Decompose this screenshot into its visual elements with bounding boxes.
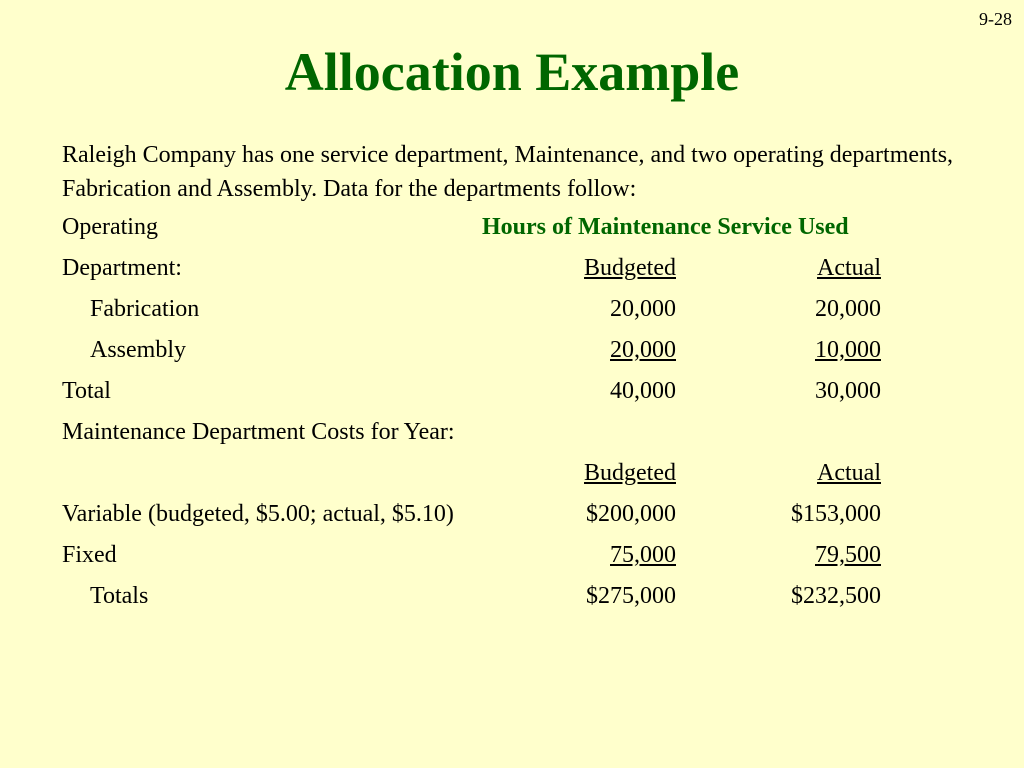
operating-label: Operating [62, 214, 158, 240]
row-label: Total [62, 378, 111, 404]
row-label: Assembly [90, 337, 186, 363]
budgeted-total: $275,000 [586, 583, 676, 609]
costs-header-row [0, 458, 1024, 488]
row-label: Fabrication [90, 296, 200, 322]
table-row [0, 540, 1024, 570]
actual-value-wrap [793, 540, 881, 570]
actual-total: $232,500 [791, 583, 881, 609]
total-row [0, 376, 1024, 406]
actual-total: 30,000 [815, 378, 881, 404]
row-label: Fixed [62, 542, 117, 568]
budgeted-column-header: Budgeted [584, 255, 676, 281]
budgeted-value: 20,000 [610, 337, 676, 363]
budgeted-total: 40,000 [610, 378, 676, 404]
actual-column-header: Actual [817, 255, 881, 281]
hours-header: Hours of Maintenance Service Used [482, 214, 849, 240]
intro-paragraph: Raleigh Company has one service department, Maintenance, and two operating departments, Fabrication and Assembly. Data for the departments follow: [62, 142, 954, 202]
department-label: Department: [62, 255, 182, 281]
slide-title: Allocation Example [284, 42, 740, 102]
row-label: Variable (budgeted, $5.00; actual, $5.10) [62, 501, 454, 527]
budgeted-value: 20,000 [610, 296, 676, 322]
table-row [0, 294, 1024, 324]
slide-number: 9-28 [979, 9, 1012, 29]
department-header-row [0, 253, 1024, 283]
budgeted-value: $200,000 [586, 501, 676, 527]
table-row [0, 335, 1024, 365]
budgeted-column-header: Budgeted [584, 460, 676, 486]
actual-value: 79,500 [815, 542, 881, 568]
totals-row [0, 581, 1024, 611]
row-label: Totals [90, 583, 149, 609]
actual-column-header: Actual [817, 460, 881, 486]
actual-value: 10,000 [815, 337, 881, 363]
costs-section-label-row [0, 417, 1024, 447]
actual-value: 20,000 [815, 296, 881, 322]
costs-section-label: Maintenance Department Costs for Year: [62, 419, 455, 445]
actual-value: $153,000 [791, 501, 881, 527]
budgeted-value: 75,000 [610, 542, 676, 568]
operating-header-row [0, 212, 1024, 242]
budgeted-value-wrap [580, 540, 676, 570]
table-row [0, 499, 1024, 529]
